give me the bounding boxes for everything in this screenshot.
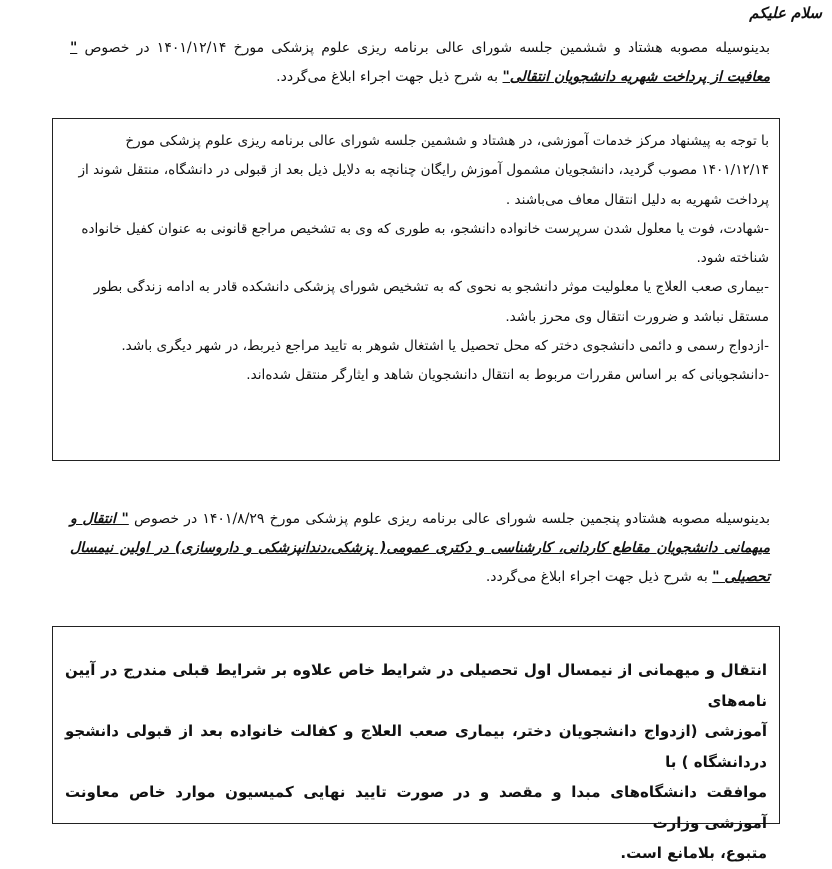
section2-intro: بدینوسیله مصوبه هشتادو پنجمین جلسه شورای عالی برنامه ریزی علوم پزشکی مورخ ۱۴۰۱/۸/۲۹ در خصوص: [134, 511, 770, 527]
section2-resolution-box: [52, 626, 780, 862]
section1-resolution-box: [52, 118, 780, 461]
box2-line: متبوع، بلامانع است.: [620, 844, 767, 862]
box1-line: مستقل نباشد و ضرورت انتقال وی محرز باشد.: [505, 308, 769, 325]
greeting-signature: سلام علیکم: [749, 4, 822, 22]
box1-line: -شهادت، فوت یا معلول شدن سرپرست خانواده دانشجو، به طوری که وی به تشخیص مراجع قانونی به عنوان کفیل خانواده: [81, 220, 769, 237]
box2-line: آموزشی (ازدواج دانشجویان دختر، بیماری صعب العلاج و کفالت خانواده بعد از قبولی دانشجو دردانشگاه ) با: [65, 722, 767, 771]
section1-topic: " معافیت از پرداخت شهریه دانشجویان انتقالی": [70, 40, 770, 85]
section2-outro: به شرح ذیل جهت اجراء ابلاغ می‌گردد.: [485, 569, 708, 585]
box1-line: -بیماری صعب العلاج یا معلولیت موثر دانشجو به نحوی که به تشخیص شورای پزشکی دانشکده قادر به ادامه زندگی بطور: [93, 279, 769, 296]
box1-line: با توجه به پیشنهاد مرکز خدمات آموزشی، در هشتاد و ششمین جلسه شورای عالی برنامه ریزی علوم پزشکی مورخ: [125, 133, 769, 149]
section2-paragraph: [70, 505, 770, 592]
section2-topic: " انتقال و میهمانی دانشجویان مقاطع کاردانی، کارشناسی و دکتری عمومی( پزشکی،دندانپزشکی و داروسازی) در اولین نیمسال تحصیلی ": [70, 511, 770, 585]
section1-intro: بدینوسیله مصوبه هشتاد و ششمین جلسه شورای عالی برنامه ریزی علوم پزشکی مورخ ۱۴۰۱/۱۲/۱۴ در خصوص: [84, 40, 770, 56]
section1-outro: به شرح ذیل جهت اجراء ابلاغ می‌گردد.: [276, 69, 499, 85]
box1-line: -دانشجویانی که بر اساس مقررات مربوط به انتقال دانشجویان شاهد و ایثارگر منتقل شده‌اند.: [246, 367, 769, 384]
box1-line: شناخته شود.: [696, 250, 769, 267]
box1-line: ۱۴۰۱/۱۲/۱۴ مصوب گردید، دانشجویان مشمول آموزش رایگان چنانچه به دلایل ذیل بعد از قبولی در دانشگاه، منتقل شوند از: [78, 162, 769, 179]
box2-line: موافقت دانشگاه‌های مبدا و مقصد و در صورت تایید نهایی کمیسیون موارد خاص معاونت آموزشی وزارت: [65, 783, 767, 832]
box2-line: انتقال و میهمانی از نیمسال اول تحصیلی در شرایط خاص علاوه بر شرایط قبلی مندرج در آیین نامه‌های: [65, 661, 767, 710]
box1-line: -ازدواج رسمی و دائمی دانشجوی دختر که محل تحصیل یا اشتغال شوهر به تایید مراجع ذیربط، در شهر دیگری باشد.: [121, 338, 769, 355]
box1-line: پرداخت شهریه به دلیل انتقال معاف می‌باشند .: [505, 191, 769, 208]
section1-paragraph: [70, 34, 770, 92]
